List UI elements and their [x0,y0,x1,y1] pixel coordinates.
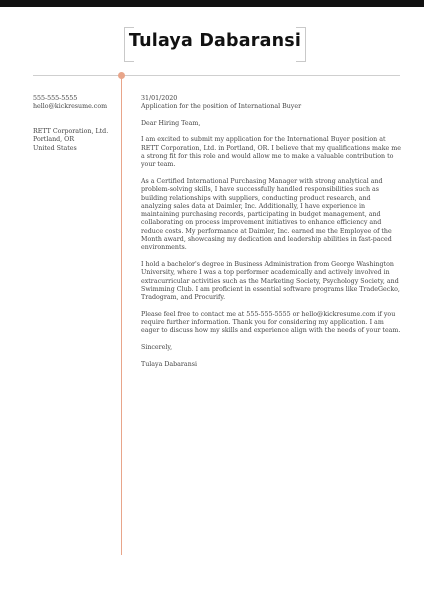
paragraph: I hold a bachelor's degree in Business Administration from George Washington University, where I was a top performer academically and actively involved in extracurricular activities such as the Marketing Society, Psychology Society, and Swimming Club. I am proficient in essential software programs like TradeGecko, Tradogram, and Procurify. [141,260,400,302]
divider-dot [118,72,125,79]
letter-greeting: Dear Hiring Team, [141,119,201,127]
letter-body [141,95,403,369]
paragraph: As a Certified International Purchasing Manager with strong analytical and problem-solving skills, I have successfully handled responsibilities such as building relationships with suppliers, conducting product research, and analyzing sales data at Daimler, Inc. Additionally, I have experience in maintaining purchasing records, participating in budget management, and collaborating on process improvement initiatives to enhance efficiency and reduce costs. My performance at Daimler, Inc. earned me the Employee of the Month award, showcasing my dedication and leadership abilities in fast-paced environments. [141,177,392,252]
letter-signature: Tulaya Dabaransi [141,360,197,368]
company-name: RETT Corporation, Ltd. [33,128,109,135]
letter-date: 31/01/2020 [141,95,178,102]
top-bar [0,0,424,7]
letter-closing: Sincerely, [141,343,173,351]
name-header [124,27,306,60]
phone-number: 555-555-5555 [33,95,78,102]
paragraph: Please feel free to contact me at 555-555-5555 or hello@kickresume.com if you require further information. Thank you for considering my application. I am eager to discuss how my skills and experience align with the needs of your team. [141,310,401,335]
email-address: hello@kickresume.com [33,103,108,111]
company-country: United States [33,144,77,152]
letter-subject: Application for the position of International Buyer [141,103,302,111]
recipient-info [33,128,108,153]
horizontal-divider [33,75,400,76]
company-city: Portland, OR [33,136,75,144]
paragraph: I am excited to submit my application for the International Buyer position at RETT Corporation, Ltd. in Portland, OR. I believe that my qualifications make me a strong fit for this role and would allow me to make a valuable contribution to your team. [141,136,401,169]
contact-info [33,95,107,112]
vertical-divider [121,77,122,555]
applicant-name: Tulaya Dabaransi [128,31,302,51]
